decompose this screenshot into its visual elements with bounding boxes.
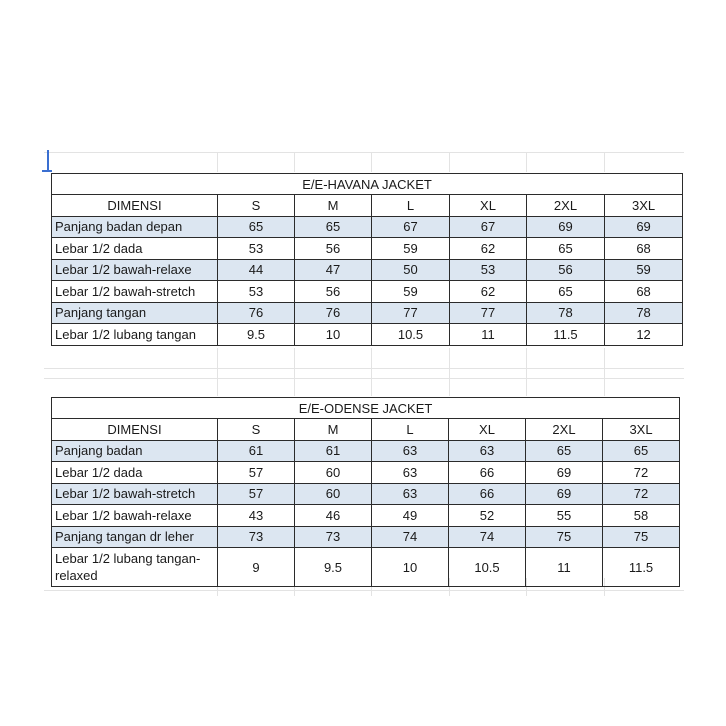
header-cell[interactable]: DIMENSI [52,419,218,441]
table-row [52,302,683,324]
table-cell[interactable]: 10 [295,324,372,346]
table-cell[interactable]: 78 [605,302,683,324]
table-cell[interactable]: 43 [218,505,295,527]
table-cell[interactable]: 9.5 [218,324,295,346]
gridline [526,152,527,172]
table-cell[interactable]: 63 [372,483,449,505]
table-row [52,324,683,346]
table-row [52,483,680,505]
header-cell[interactable]: L [372,195,450,217]
row-label[interactable]: Lebar 1/2 bawah-stretch [52,483,218,505]
header-cell[interactable]: 3XL [603,419,680,441]
table-cell[interactable]: 74 [449,526,526,548]
header-cell[interactable]: 2XL [526,419,603,441]
table-cell[interactable]: 63 [372,440,449,462]
table-cell[interactable]: 56 [527,259,605,281]
table-cell[interactable]: 11.5 [527,324,605,346]
table-cell[interactable]: 67 [372,216,450,238]
gridline [217,152,218,172]
table-cell[interactable]: 65 [526,440,603,462]
table-cell[interactable]: 62 [450,238,527,260]
table-cell[interactable]: 69 [527,216,605,238]
cell-cursor-tick [42,170,52,172]
table-cell[interactable]: 11.5 [603,548,680,587]
gridline [526,348,527,396]
table-title[interactable]: E/E-HAVANA JACKET [52,174,683,195]
gridline [294,152,295,172]
table-cell[interactable]: 11 [450,324,527,346]
table-cell[interactable]: 58 [603,505,680,527]
table-cell[interactable]: 75 [526,526,603,548]
table-cell[interactable]: 75 [603,526,680,548]
row-label[interactable]: Lebar 1/2 dada [52,238,218,260]
table-row [52,462,680,484]
table-cell[interactable]: 47 [295,259,372,281]
table-cell[interactable]: 9.5 [295,548,372,587]
table-title-row [52,174,683,195]
table-cell[interactable]: 65 [218,216,295,238]
header-cell[interactable]: XL [450,195,527,217]
header-cell[interactable]: 2XL [527,195,605,217]
row-label[interactable]: Panjang badan [52,440,218,462]
table-cell[interactable]: 59 [372,238,450,260]
table-title[interactable]: E/E-ODENSE JACKET [52,398,680,419]
table-cell[interactable]: 76 [218,302,295,324]
table-cell[interactable]: 65 [295,216,372,238]
table-cell[interactable]: 60 [295,462,372,484]
gridline [44,590,684,591]
table-cell[interactable]: 49 [372,505,449,527]
header-cell[interactable]: 3XL [605,195,683,217]
table-cell[interactable]: 76 [295,302,372,324]
table-row [52,216,683,238]
row-label[interactable]: Lebar 1/2 lubang tangan-relaxed [52,548,218,587]
table-cell[interactable]: 62 [450,281,527,303]
table-cell[interactable]: 63 [449,440,526,462]
header-cell[interactable]: L [372,419,449,441]
gridline [44,368,684,369]
header-cell[interactable]: M [295,419,372,441]
table-cell[interactable]: 44 [218,259,295,281]
table-row [52,548,680,587]
table-cell[interactable]: 56 [295,281,372,303]
table-row [52,526,680,548]
table-cell[interactable]: 63 [372,462,449,484]
gridline [449,152,450,172]
table-header-row [52,419,680,441]
header-cell[interactable]: XL [449,419,526,441]
row-label[interactable]: Panjang tangan [52,302,218,324]
table-cell[interactable]: 65 [603,440,680,462]
table-cell[interactable]: 78 [527,302,605,324]
table-cell[interactable]: 52 [449,505,526,527]
gridline [371,348,372,396]
table-cell[interactable]: 61 [295,440,372,462]
table-cell[interactable]: 68 [605,238,683,260]
gridline [217,348,218,396]
gridline [294,348,295,396]
size-chart-odense [51,397,680,587]
gridline [44,378,684,379]
gridline [604,348,605,396]
table-cell[interactable]: 59 [605,259,683,281]
row-label[interactable]: Panjang badan depan [52,216,218,238]
table-cell[interactable]: 57 [218,462,295,484]
row-label[interactable]: Lebar 1/2 bawah-relaxe [52,505,218,527]
header-cell[interactable]: S [218,195,295,217]
row-label[interactable]: Lebar 1/2 dada [52,462,218,484]
table-cell[interactable]: 69 [526,483,603,505]
table-cell[interactable]: 73 [295,526,372,548]
table-cell[interactable]: 73 [218,526,295,548]
table-header-row [52,195,683,217]
table-cell[interactable]: 77 [450,302,527,324]
table-row [52,440,680,462]
gridline [44,152,684,153]
table-row [52,505,680,527]
table-cell[interactable]: 9 [218,548,295,587]
table-cell[interactable]: 61 [218,440,295,462]
cell-cursor [47,150,49,172]
table-cell[interactable]: 56 [295,238,372,260]
table-cell[interactable]: 55 [526,505,603,527]
table-row [52,259,683,281]
table-cell[interactable]: 59 [372,281,450,303]
table-cell[interactable]: 72 [603,462,680,484]
table-cell[interactable]: 69 [526,462,603,484]
row-label[interactable]: Lebar 1/2 lubang tangan [52,324,218,346]
table-cell[interactable]: 10.5 [449,548,526,587]
table-cell[interactable]: 67 [450,216,527,238]
table-cell[interactable]: 65 [527,281,605,303]
table-cell[interactable]: 66 [449,462,526,484]
table-cell[interactable]: 57 [218,483,295,505]
table-cell[interactable]: 53 [218,281,295,303]
table-cell[interactable]: 10 [372,548,449,587]
table-cell[interactable]: 10.5 [372,324,450,346]
row-label[interactable]: Lebar 1/2 bawah-stretch [52,281,218,303]
table-cell[interactable]: 72 [603,483,680,505]
table-cell[interactable]: 12 [605,324,683,346]
row-label[interactable]: Panjang tangan dr leher [52,526,218,548]
gridline [449,348,450,396]
size-chart-havana [51,173,683,346]
table-cell[interactable]: 60 [295,483,372,505]
table-title-row [52,398,680,419]
table-cell[interactable]: 74 [372,526,449,548]
table-cell[interactable]: 68 [605,281,683,303]
table-cell[interactable]: 46 [295,505,372,527]
table-cell[interactable]: 77 [372,302,450,324]
table-cell[interactable]: 65 [527,238,605,260]
gridline [371,152,372,172]
row-label[interactable]: Lebar 1/2 bawah-relaxe [52,259,218,281]
table-cell[interactable]: 66 [449,483,526,505]
table-cell[interactable]: 69 [605,216,683,238]
table-cell[interactable]: 53 [450,259,527,281]
table-cell[interactable]: 53 [218,238,295,260]
gridline [604,152,605,172]
table-row [52,238,683,260]
header-cell[interactable]: DIMENSI [52,195,218,217]
header-cell[interactable]: S [218,419,295,441]
header-cell[interactable]: M [295,195,372,217]
table-row [52,281,683,303]
table-cell[interactable]: 11 [526,548,603,587]
table-cell[interactable]: 50 [372,259,450,281]
